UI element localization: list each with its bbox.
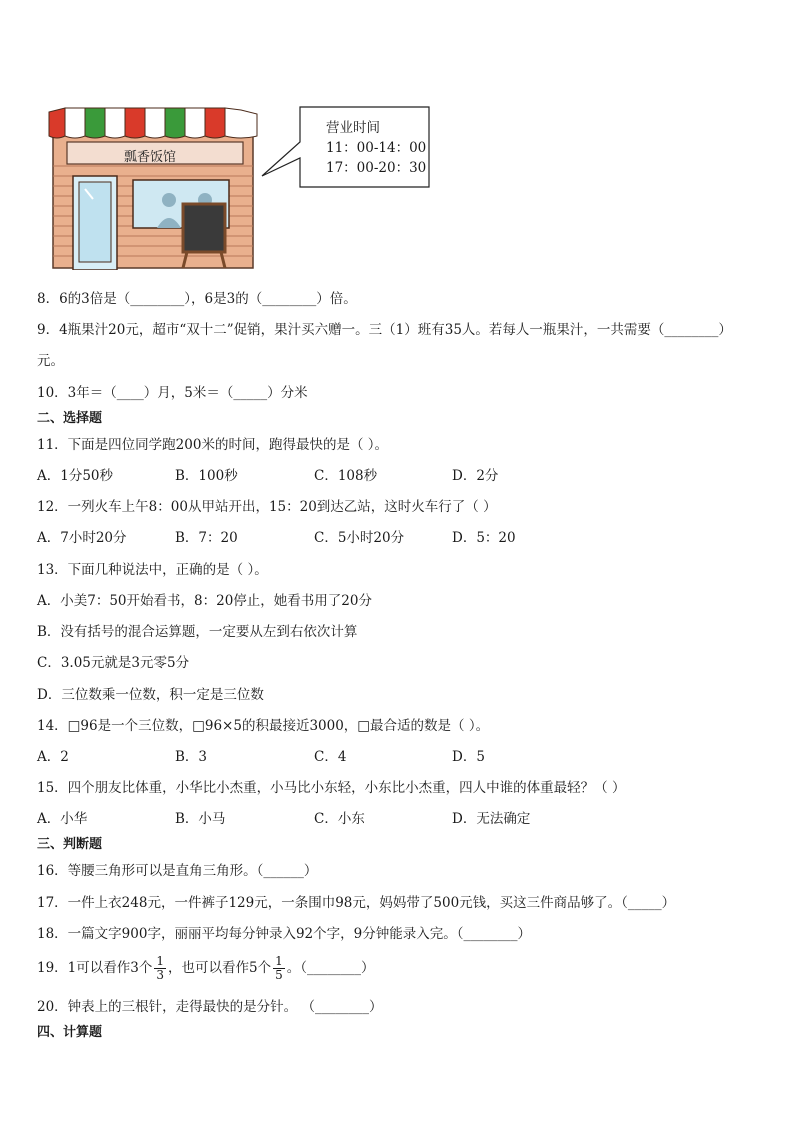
option-d: D．5：20 — [452, 530, 516, 546]
fraction-denominator: 3 — [156, 968, 164, 982]
option-a: A．1分50秒 — [37, 468, 114, 484]
hours-line-2: 17：00-20：30 — [326, 160, 427, 176]
question-15-options — [37, 809, 737, 829]
question-15: 15．四个朋友比体重，小华比小杰重，小马比小东轻，小东比小杰重，四人中谁的体重最轻？（ ） — [37, 780, 626, 796]
option-b: B．7：20 — [175, 530, 238, 546]
question-12: 12．一列火车上午8：00从甲站开出，15：20到达乙站，这时火车行了（ ） — [37, 499, 497, 515]
question-13-option-c: C．3.05元就是3元零5分 — [37, 655, 190, 671]
question-9-continued: 元。 — [37, 353, 64, 369]
option-d: D．5 — [452, 749, 485, 765]
question-11-options — [37, 466, 737, 486]
question-13-option-b: B．没有括号的混合运算题，一定要从左到右依次计算 — [37, 624, 358, 640]
option-b: B．100秒 — [175, 468, 238, 484]
question-20: 20．钟表上的三根针，走得最快的是分针。 （________） — [37, 999, 383, 1015]
question-13: 13．下面几种说法中，正确的是（ ）。 — [37, 562, 268, 578]
question-17: 17．一件上衣248元，一件裤子129元，一条围巾98元，妈妈带了500元钱，买这三件商品够了。（_____） — [37, 895, 676, 911]
hours-title: 营业时间 — [326, 120, 380, 136]
question-14-options — [37, 747, 737, 767]
question-12-options — [37, 528, 737, 548]
business-hours — [326, 118, 426, 178]
restaurant-illustration — [45, 104, 261, 270]
fraction-one-fifth — [273, 955, 285, 982]
section-choice-heading: 二、选择题 — [37, 411, 103, 426]
option-c: C．108秒 — [314, 468, 378, 484]
q19-text-start: 19．1可以看作3个 — [37, 960, 153, 976]
question-8: 8．6的3倍是（________），6是3的（________）倍。 — [37, 291, 357, 307]
question-16: 16．等腰三角形可以是直角三角形。（______） — [37, 863, 318, 879]
section-calculation-heading: 四、计算题 — [37, 1025, 103, 1040]
option-a: A．小华 — [37, 811, 88, 827]
q19-text-middle: ，也可以看作5个 — [168, 960, 272, 976]
question-10: 10．3年＝（____）月，5米＝（_____）分米 — [37, 385, 308, 401]
question-9: 9．4瓶果汁20元，超市“双十二”促销，果汁买六赠一。三（1）班有35人。若每人一瓶果汁，一共需要（________） — [37, 322, 732, 338]
section-judgement-heading: 三、判断题 — [37, 837, 103, 852]
option-c: C．4 — [314, 749, 347, 765]
question-14: 14．□96是一个三位数，□96×5的积最接近3000，□最合适的数是（ ）。 — [37, 718, 490, 734]
q19-text-end: 。（________） — [286, 960, 375, 976]
question-11: 11．下面是四位同学跑200米的时间，跑得最快的是（ ）。 — [37, 437, 388, 453]
option-c: C．5小时20分 — [314, 530, 405, 546]
question-18: 18．一篇文字900字，丽丽平均每分钟录入92个字，9分钟能录入完。（________） — [37, 926, 531, 942]
hours-line-1: 11：00-14：00 — [326, 140, 427, 156]
option-d: D．2分 — [452, 468, 499, 484]
option-a: A．7小时20分 — [37, 530, 127, 546]
option-c: C．小东 — [314, 811, 365, 827]
option-d: D．无法确定 — [452, 811, 531, 827]
fraction-numerator: 1 — [156, 954, 164, 968]
question-13-option-a: A．小美7：50开始看书，8：20停止，她看书用了20分 — [37, 593, 372, 609]
question-19 — [37, 952, 374, 984]
option-a: A．2 — [37, 749, 69, 765]
fraction-numerator: 1 — [275, 954, 283, 968]
fraction-one-third — [154, 955, 166, 982]
shop-name: 瓢香饭馆 — [124, 150, 177, 165]
fraction-denominator: 5 — [275, 968, 283, 982]
option-b: B．小马 — [175, 811, 226, 827]
question-13-option-d: D．三位数乘一位数，积一定是三位数 — [37, 687, 264, 703]
option-b: B．3 — [175, 749, 208, 765]
